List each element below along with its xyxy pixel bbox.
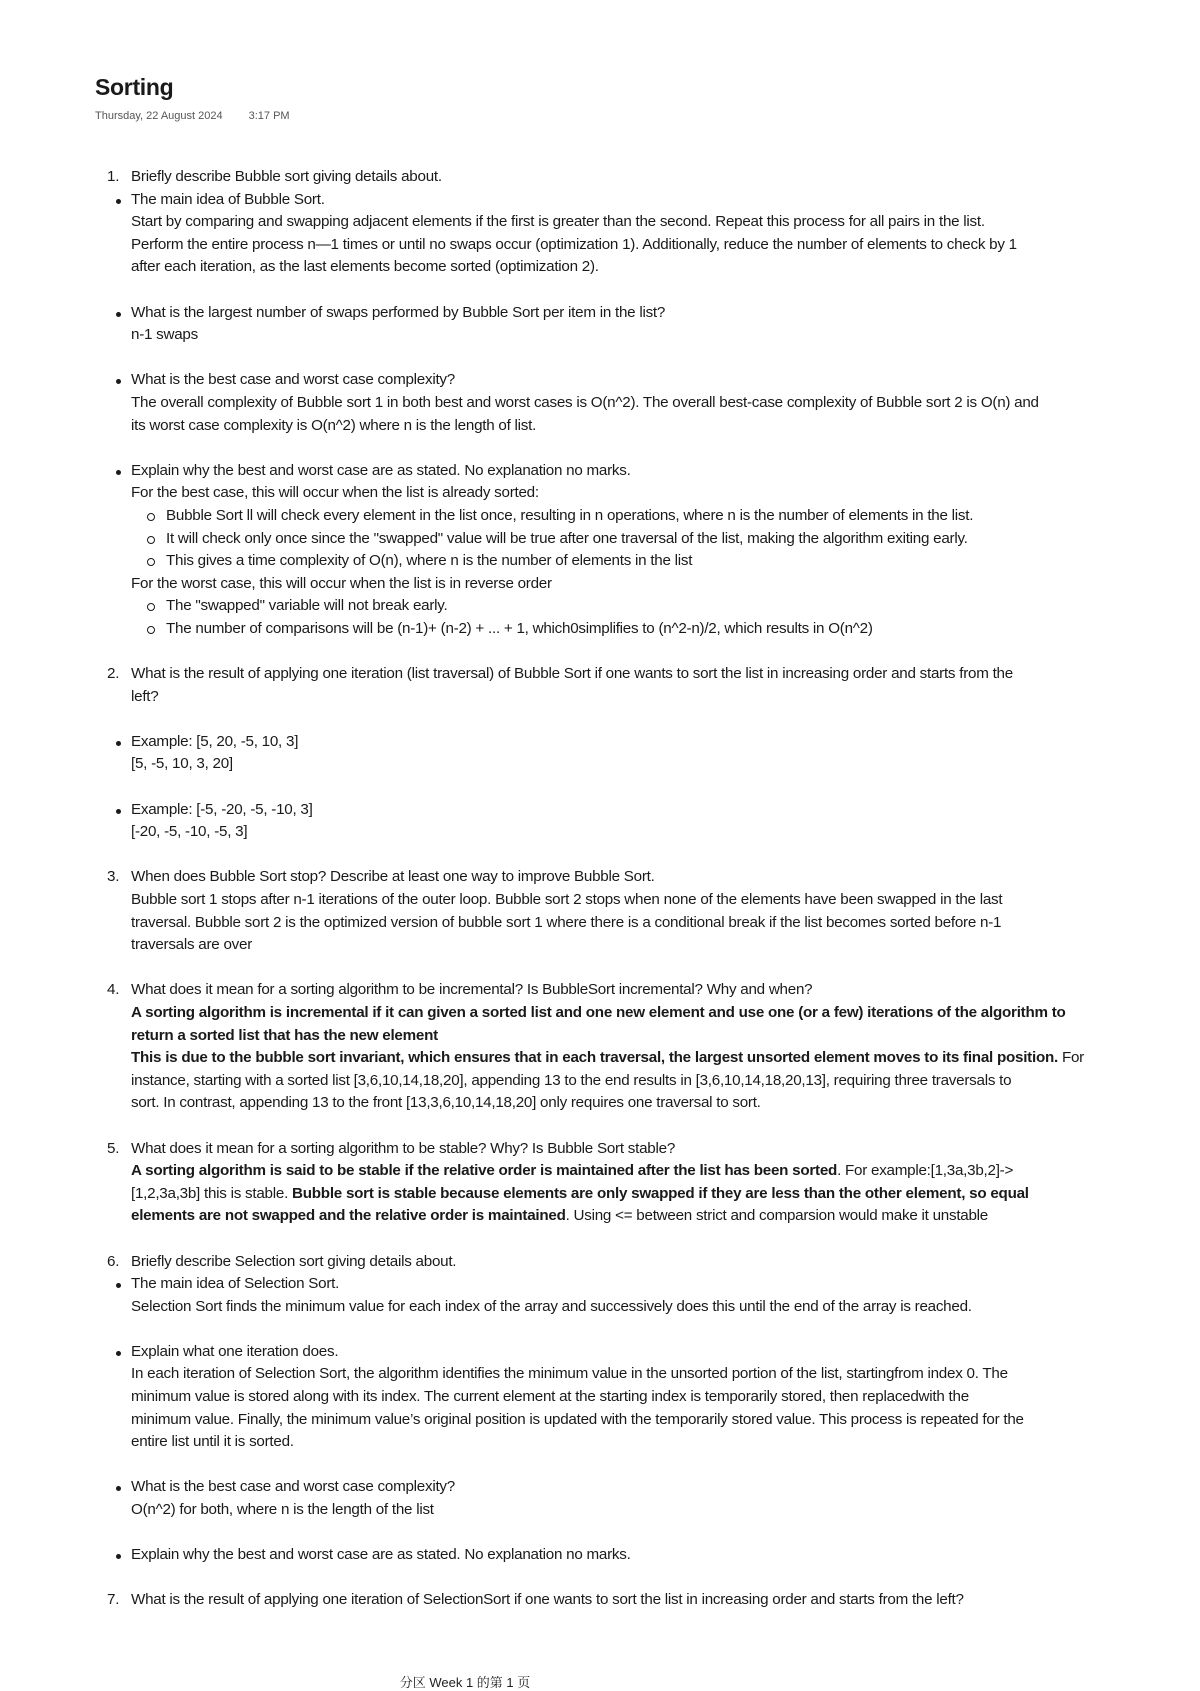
answer-line [0,1160,1200,1183]
answer-line: sort. In contrast, appending 13 to the front [13,3,6,10,14,18,20] only requires one traversal to sort. [131,1094,761,1112]
list-item [0,595,1200,618]
answer-text: This gives a time complexity of O(n), where n is the number of elements in the list [166,552,693,570]
answer-line: The overall complexity of Bubble sort 1 in both best and worst cases is O(n^2). The overall best-case complexity of Bubble sort 2 is O(n) and [131,393,1039,411]
bullet-icon [116,741,121,746]
answer-line [0,1183,1200,1206]
list-item [0,505,1200,528]
question-2 [0,663,1200,686]
question-text: What is the result of applying one iteration of SelectionSort if one wants to sort the list in increasing order and starts from the left? [131,1591,964,1609]
question-5 [0,1138,1200,1161]
page-footer: 分区 Week 1 的第 1 页 [399,1675,531,1690]
list-item [0,369,1200,392]
answer-line [0,1002,1200,1025]
question-number: 1. [107,168,120,185]
question-text: What is the result of applying one iteration (list traversal) of Bubble Sort if one wants to sort the list in increasing order and starts from the [131,665,1013,683]
answer-text: . Using <= between strict and comparsion would make it unstable [565,1207,988,1225]
question-6 [0,1251,1200,1274]
question-text: When does Bubble Sort stop? Describe at least one way to improve Bubble Sort. [131,868,655,886]
question-4 [0,979,1200,1002]
sub-question: What is the best case and worst case complexity? [131,371,455,389]
answer-bold-text: return a sorted list that has the new element [131,1026,438,1044]
bullet-icon [116,379,121,384]
answer-bold-text: elements are not swapped and the relative order is maintained [131,1207,566,1225]
answer-line: [5, -5, 10, 3, 20] [131,755,233,773]
list-item [0,1544,1200,1567]
question-text: What does it mean for a sorting algorithm to be stable? Why? Is Bubble Sort stable? [131,1139,676,1157]
bullet-icon [116,470,121,475]
question-7 [0,1589,1200,1612]
list-item [0,1476,1200,1499]
question-number: 2. [107,665,120,683]
answer-line: traversals are over [131,936,253,954]
answer-line: Bubble sort 1 stops after n-1 iterations of the outer loop. Bubble sort 2 stops when none of the elements have been swapped in the last [131,891,1003,908]
answer-bold-text: A sorting algorithm is incremental if it can given a sorted list and one new element and use one (or a few) iterations of the algorithm to [131,1003,1066,1021]
sub-question: Explain what one iteration does. [131,1342,339,1360]
list-item [0,189,1200,212]
bullet-icon [116,1554,121,1559]
bullet-icon [116,1486,121,1491]
answer-line: minimum value is stored along with its index. The current element at the starting index is temporarily stored, then replacedwith the [131,1388,969,1406]
bullet-icon [116,1351,121,1356]
answer-text: It will check only once since the "swapped" value will be true after one traversal of the list, making the algorithm exiting early. [166,529,968,547]
answer-line: [-20, -5, -10, -5, 3] [131,823,248,841]
answer-text: For [1057,1049,1084,1067]
circle-bullet-icon [147,558,155,566]
answer-text: [1,2,3a,3b] this is stable. [131,1184,293,1202]
page-timestamp [95,110,290,122]
question-number: 7. [107,1591,120,1609]
sub-question: Explain why the best and worst case are as stated. No explanation no marks. [131,461,631,479]
question-number: 5. [107,1139,120,1157]
bullet-icon [116,199,121,204]
question-1 [0,166,1200,189]
answer-text: The "swapped" variable will not break early. [166,597,448,615]
answer-line: For the worst case, this will occur when the list is in reverse order [131,574,552,592]
answer-text: The number of comparisons will be (n-1)+ (n-2) + ... + 1, which0simplifies to (n^2-n)/2, which results in O(n^2) [166,619,873,637]
question-text: Briefly describe Bubble sort giving details about. [131,168,442,185]
question-number: 3. [107,868,120,886]
sub-question: Example: [5, 20, -5, 10, 3] [131,732,299,750]
answer-line: Perform the entire process n—1 times or until no swaps occur (optimization 1). Additionally, reduce the number of elements to check by 1 [131,235,1017,253]
circle-bullet-icon [147,513,155,521]
list-item [0,618,1200,641]
answer-line: minimum value. Finally, the minimum value’s original position is updated with the temporarily stored value. This process is repeated for the [131,1410,1024,1428]
answer-bold-text: A sorting algorithm is said to be stable if the relative order is maintained after the list has been sorted [131,1162,838,1180]
answer-line: For the best case, this will occur when the list is already sorted: [131,484,539,502]
bullet-icon [116,1283,121,1288]
question-text: Briefly describe Selection sort giving details about. [131,1252,457,1270]
circle-bullet-icon [147,626,155,634]
answer-line: n-1 swaps [131,326,198,344]
list-item [0,799,1200,822]
answer-text: Bubble Sort ll will check every element in the list once, resulting in n operations, where n is the number of elements in the list. [166,506,974,524]
answer-line: entire list until it is sorted. [131,1433,294,1451]
answer-line: instance, starting with a sorted list [3,6,10,14,18,20], appending 13 to the end results in [3,6,10,14,18,20,13], requiring three traversals to [131,1071,1012,1089]
answer-line: Start by comparing and swapping adjacent elements if the first is greater than the second. Repeat this process for all pairs in the list. [131,213,985,231]
list-item [0,731,1200,754]
sub-question: What is the largest number of swaps performed by Bubble Sort per item in the list? [131,303,666,321]
answer-line: O(n^2) for both, where n is the length of the list [131,1501,434,1519]
answer-line: after each iteration, as the last elements become sorted (optimization 2). [131,258,599,276]
answer-line: its worst case complexity is O(n^2) where n is the length of list. [131,416,537,434]
answer-line: traversal. Bubble sort 2 is the optimized version of bubble sort 1 where there is a conditional break if the list becomes sorted before n-1 [131,913,1002,931]
list-item [0,1273,1200,1296]
bullet-icon [116,809,121,814]
question-number: 4. [107,981,120,999]
answer-line: In each iteration of Selection Sort, the algorithm identifies the minimum value in the unsorted portion of the list, startingfrom index 0. The [131,1365,1008,1383]
list-item [0,460,1200,483]
page-time: 3:17 PM [248,110,290,122]
question-number: 6. [107,1252,120,1270]
list-item [0,528,1200,551]
question-text: left? [131,687,159,705]
answer-line [0,1205,1200,1228]
answer-line [0,1047,1200,1070]
circle-bullet-icon [147,536,155,544]
page-title: Sorting [95,74,174,100]
page-date: Thursday, 22 August 2024 [95,110,223,122]
list-item [0,302,1200,325]
answer-line: Selection Sort finds the minimum value for each index of the array and successively does this until the end of the array is reached. [131,1297,972,1315]
answer-bold-text: Bubble sort is stable because elements are only swapped if they are less than the other element, so equal [292,1184,1029,1202]
sub-question: What is the best case and worst case complexity? [131,1478,455,1496]
sub-question: Explain why the best and worst case are as stated. No explanation no marks. [131,1546,631,1564]
sub-question: The main idea of Selection Sort. [131,1275,340,1293]
answer-text: . For example:[1,3a,3b,2]-> [837,1162,1014,1180]
answer-bold-text: This is due to the bubble sort invariant, which ensures that in each traversal, the largest unsorted element moves to its final position. [131,1049,1058,1067]
sub-question: The main idea of Bubble Sort. [131,190,325,208]
question-text: What does it mean for a sorting algorithm to be incremental? Is BubbleSort incremental? Why and when? [131,981,813,999]
list-item [0,550,1200,573]
question-3 [0,866,1200,889]
list-item [0,1341,1200,1364]
bullet-icon [116,312,121,317]
answer-line [0,1025,1200,1048]
sub-question: Example: [-5, -20, -5, -10, 3] [131,800,313,818]
circle-bullet-icon [147,603,155,611]
note-content [0,166,1200,1612]
